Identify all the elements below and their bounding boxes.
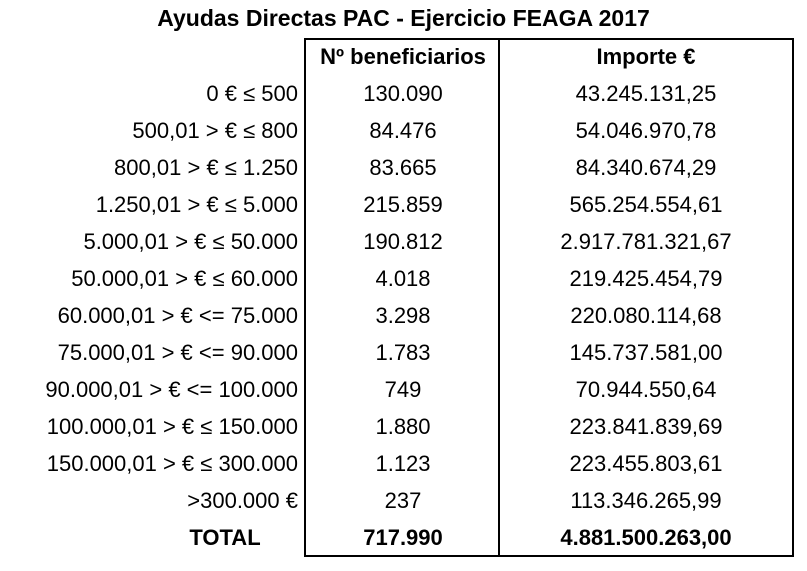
table-row [0,334,807,371]
range-cell: 60.000,01 > € <= 75.000 [57,303,298,328]
total-row [0,519,807,556]
range-cell: 800,01 > € ≤ 1.250 [114,155,298,180]
range-cell: 150.000,01 > € ≤ 300.000 [46,451,298,476]
header-beneficiarios: Nº beneficiarios [320,44,486,69]
range-cell: >300.000 € [187,488,298,513]
beneficiarios-cell: 215.859 [363,192,443,217]
beneficiarios-cell: 1.783 [375,340,431,365]
importe-cell: 223.455.803,61 [569,451,723,476]
importe-cell: 2.917.781.321,67 [560,229,732,254]
beneficiarios-cell: 84.476 [369,118,437,143]
table-row [0,408,807,445]
range-cell: 1.250,01 > € ≤ 5.000 [95,192,298,217]
importe-cell: 565.254.554,61 [569,192,723,217]
total-beneficiarios: 717.990 [363,525,443,550]
beneficiarios-cell: 83.665 [369,155,437,180]
table-row [0,223,807,260]
importe-cell: 223.841.839,69 [569,414,723,439]
table-row [0,445,807,482]
importe-cell: 43.245.131,25 [575,81,717,106]
importe-cell: 219.425.454,79 [569,266,723,291]
beneficiarios-cell: 3.298 [375,303,431,328]
table-row [0,482,807,519]
beneficiarios-cell: 1.880 [375,414,431,439]
total-label: TOTAL [189,525,261,550]
importe-cell: 70.944.550,64 [575,377,717,402]
table-row [0,149,807,186]
importe-cell: 220.080.114,68 [570,303,722,328]
importe-cell: 54.046.970,78 [575,118,717,143]
range-cell: 5.000,01 > € ≤ 50.000 [83,229,298,254]
table-row [0,75,807,112]
importe-cell: 84.340.674,29 [575,155,717,180]
range-cell: 90.000,01 > € <= 100.000 [45,377,298,402]
table-row [0,112,807,149]
beneficiarios-cell: 190.812 [363,229,443,254]
beneficiarios-cell: 749 [384,377,422,402]
range-cell: 75.000,01 > € <= 90.000 [57,340,298,365]
beneficiarios-cell: 1.123 [375,451,431,476]
table-row [0,297,807,334]
table-row [0,186,807,223]
table-row [0,371,807,408]
total-importe: 4.881.500.263,00 [560,525,732,550]
header-importe: Importe € [596,44,696,69]
table-title: Ayudas Directas PAC - Ejercicio FEAGA 2017 [157,5,650,31]
importe-cell: 113.346.265,99 [570,488,722,513]
beneficiarios-cell: 130.090 [363,81,443,106]
beneficiarios-cell: 4.018 [375,266,431,291]
range-cell: 500,01 > € ≤ 800 [132,118,298,143]
range-cell: 0 € ≤ 500 [206,81,298,106]
header-row [0,38,807,75]
importe-cell: 145.737.581,00 [569,340,723,365]
range-cell: 100.000,01 > € ≤ 150.000 [46,414,298,439]
table-row [0,260,807,297]
beneficiarios-cell: 237 [384,488,422,513]
range-cell: 50.000,01 > € ≤ 60.000 [71,266,298,291]
